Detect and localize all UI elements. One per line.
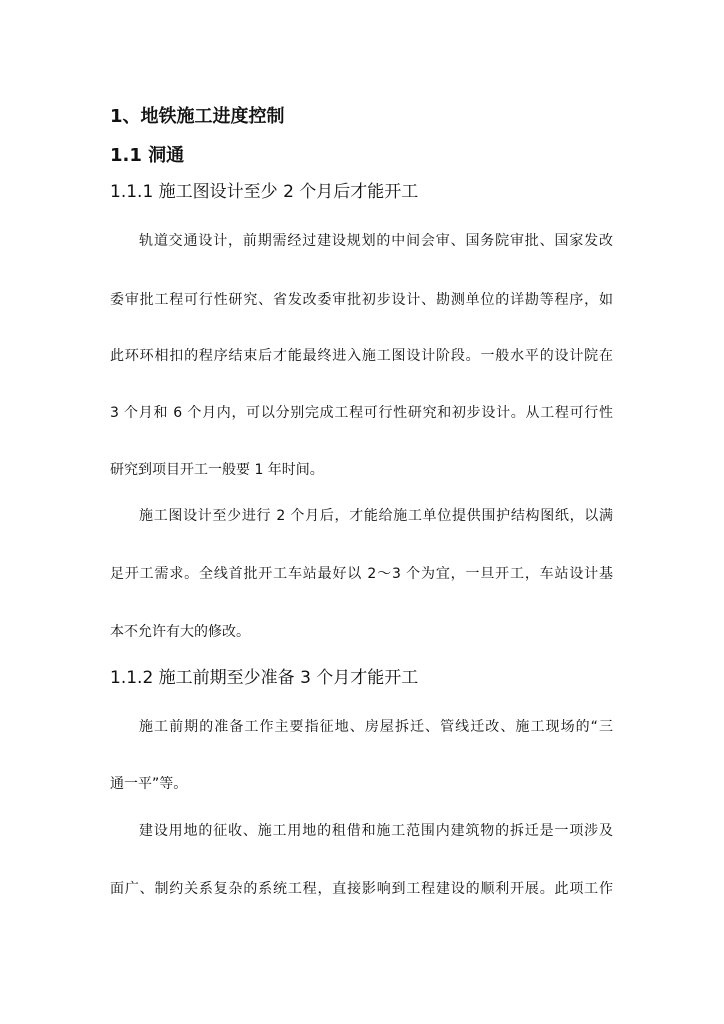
paragraph-line: 通一平”等。	[110, 776, 188, 792]
paragraph-line: 委审批工程可行性研究、省发改委审批初步设计、勘测单位的详勘等程序，如	[110, 292, 613, 308]
paragraph-line: 建设用地的征收、施工用地的租借和施工范围内建筑物的拆迁是一项涉及	[139, 823, 613, 839]
heading-level1: 1、地铁施工进度控制	[110, 106, 285, 127]
paragraph-line: 施工前期的准备工作主要指征地、房屋拆迁、管线迁改、施工现场的“三	[139, 719, 613, 735]
paragraph-line: 面广、制约关系复杂的系统工程，直接影响到工程建设的顺利开展。此项工作	[110, 881, 613, 897]
heading-level2: 1.1 洞通	[110, 145, 185, 166]
paragraph-line: 足开工需求。全线首批开工车站最好以 2～3 个为宜，一旦开工，车站设计基	[110, 566, 613, 582]
heading-section-1-1-1: 1.1.1 施工图设计至少 2 个月后才能开工	[110, 182, 419, 202]
paragraph-line: 轨道交通设计，前期需经过建设规划的中间会审、国务院审批、国家发改	[139, 233, 613, 249]
paragraph-line: 施工图设计至少进行 2 个月后，才能给施工单位提供围护结构图纸，以满	[139, 508, 613, 524]
paragraph-line: 此环环相扣的程序结束后才能最终进入施工图设计阶段。一般水平的设计院在	[110, 348, 613, 364]
paragraph-line: 研究到项目开工一般要 1 年时间。	[110, 462, 324, 478]
heading-section-1-1-2: 1.1.2 施工前期至少准备 3 个月才能开工	[110, 668, 419, 688]
paragraph-line: 3 个月和 6 个月内，可以分别完成工程可行性研究和初步设计。从工程可行性	[110, 405, 613, 421]
paragraph-line: 本不允许有大的修改。	[110, 624, 250, 640]
